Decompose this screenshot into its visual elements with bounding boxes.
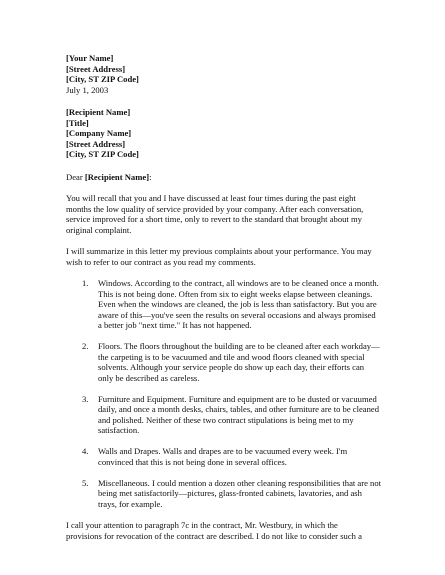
list-item-line: trays, for example.	[98, 498, 163, 509]
recipient-title[interactable]: [Title]	[66, 117, 89, 128]
list-item-line: This is not being done. Often from six to eight weeks elapse between cleanings.	[98, 288, 373, 299]
paragraph-line: months the low quality of service provided by your company. After each conversation,	[66, 203, 364, 214]
salutation-prefix: Dear	[66, 171, 85, 182]
list-item-number: 5.	[82, 477, 89, 488]
paragraph-line: I call your attention to paragraph 7c in the contract, Mr. Westbury, in which the	[66, 520, 338, 530]
list-item-line: aware of this—you've seen the results on several occasions and always promised	[98, 309, 376, 320]
list-item-line: the carpeting is to be vacuumed and tile and wood floors cleaned with special	[98, 351, 365, 362]
recipient-company[interactable]: [Company Name]	[66, 128, 132, 138]
complaints-list	[66, 278, 401, 509]
list-item-line: a better job "next time." It has not happened.	[98, 320, 252, 330]
list-item-line: and polished. Neither of these two contract stipulations is being met to my	[98, 414, 354, 425]
list-item-line: Windows. According to the contract, all windows are to be cleaned once a month.	[98, 278, 379, 288]
sender-name[interactable]: [Your Name]	[66, 53, 114, 63]
recipient-name[interactable]: [Recipient Name]	[66, 107, 131, 117]
letter-date: July 1, 2003	[66, 84, 109, 95]
list-item-number: 2.	[82, 341, 89, 351]
paragraph-line: original complaint.	[66, 224, 132, 235]
list-item	[66, 394, 401, 436]
paragraph-line: service improved for a short time, only to revert to the standard that brought about my	[66, 214, 362, 224]
recipient-city[interactable]: [City, ST ZIP Code]	[66, 149, 139, 159]
paragraph-line: wish to refer to our contract as you read my comments.	[66, 256, 256, 267]
list-item-line: satisfaction.	[98, 425, 140, 435]
sender-street[interactable]: [Street Address]	[66, 63, 126, 74]
list-item	[66, 446, 401, 467]
recipient-address-block	[66, 107, 401, 160]
salutation-recipient-name[interactable]: [Recipient Name]	[84, 171, 150, 182]
body-paragraph-2	[66, 246, 401, 267]
list-item-number: 4.	[82, 446, 89, 456]
list-item-line: Miscellaneous. I could mention a dozen other cleaning responsibilities that are not	[98, 477, 382, 488]
list-item-line: being met satisfactorily—pictures, glass-fronted cabinets, lavatories, and ash	[98, 488, 362, 498]
list-item-line: Floors. The floors throughout the building are to be cleaned after each workday—	[98, 341, 380, 351]
list-item-number: 1.	[82, 278, 89, 288]
list-item-line: daily, and once a month desks, chairs, tables, and other furniture are to be cleaned	[98, 404, 380, 414]
list-item	[66, 278, 401, 331]
list-item	[66, 341, 401, 383]
list-item-line: Furniture and Equipment. Furniture and equipment are to be dusted or vacuumed	[98, 393, 377, 404]
paragraph-line: I will summarize in this letter my previous complaints about your performance. You may	[66, 246, 372, 256]
list-item-number: 3.	[82, 393, 89, 404]
sender-city[interactable]: [City, ST ZIP Code]	[66, 74, 139, 84]
salutation-suffix: :	[149, 171, 152, 182]
list-item-line: convinced that this is not being done in several offices.	[98, 456, 287, 467]
paragraph-line: You will recall that you and I have discussed at least four times during the past eight	[66, 193, 356, 203]
recipient-street[interactable]: [Street Address]	[66, 138, 126, 149]
salutation	[66, 172, 401, 183]
body-paragraph-1	[66, 193, 401, 235]
paragraph-line: provisions for revocation of the contract are described. I do not like to consider such a	[66, 530, 362, 541]
list-item-line: solvents. Although your service people do show up each day, their efforts can	[98, 362, 365, 372]
list-item-line: only be described as careless.	[98, 372, 200, 383]
list-item-line: Walls and Drapes. Walls and drapes are to be vacuumed every week. I'm	[98, 446, 348, 456]
closing-paragraph	[66, 520, 401, 541]
sender-address-block	[66, 53, 401, 95]
list-item-line: Even when the windows are cleaned, the job is less than satisfactory. But you are	[98, 299, 377, 309]
list-item	[66, 478, 401, 510]
